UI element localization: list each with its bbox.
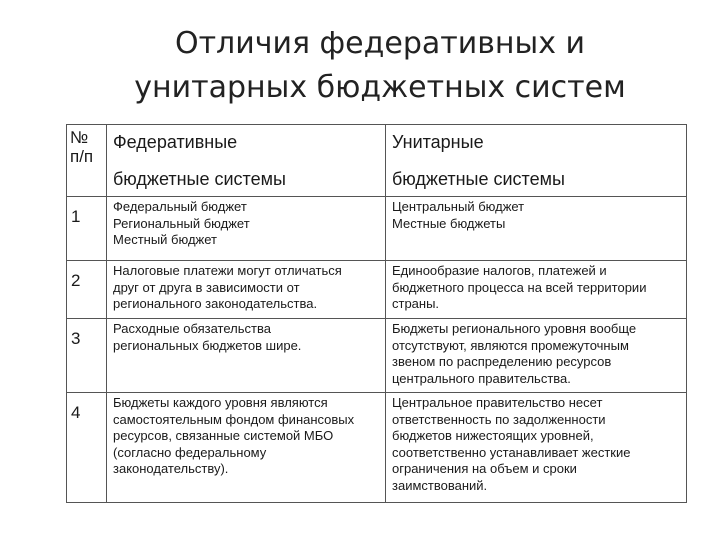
cell-line: региональных бюджетов шире. xyxy=(113,337,302,353)
cell-line: звеном по распределению ресурсов xyxy=(392,354,612,369)
unitary-cell xyxy=(386,261,687,319)
page-title xyxy=(100,22,660,110)
unitary-cell xyxy=(386,319,687,393)
cell-line: ответственность по задолженности xyxy=(392,411,606,427)
header-federal-cell xyxy=(107,125,386,197)
unitary-cell xyxy=(386,197,687,261)
header-number-line2: п/п xyxy=(70,147,94,166)
cell-line: соответственно устанавливает жесткие xyxy=(392,444,631,460)
header-number-line1: № xyxy=(70,128,89,147)
cell-line: центрального правительства. xyxy=(392,370,571,386)
row-number: 1 xyxy=(67,197,107,261)
cell-line: заимствований. xyxy=(392,477,488,493)
comparison-table xyxy=(66,124,687,503)
title-line-1: Отличия федеративных и xyxy=(174,26,586,61)
row-number: 4 xyxy=(67,393,107,503)
federal-cell xyxy=(107,319,386,393)
cell-line: Налоговые платежи могут отличаться xyxy=(113,263,342,278)
cell-line: бюджетов нижестоящих уровней, xyxy=(392,428,594,443)
cell-line: ресурсов, связанные системой МБО xyxy=(113,428,334,443)
cell-line: самостоятельным фондом финансовых xyxy=(113,411,355,427)
table-row xyxy=(67,261,687,319)
federal-cell xyxy=(107,197,386,261)
table-row xyxy=(67,197,687,261)
title-line-2: унитарных бюджетных систем xyxy=(134,70,626,105)
cell-line: регионального законодательства. xyxy=(113,296,318,311)
federal-cell xyxy=(107,261,386,319)
cell-line: страны. xyxy=(392,296,440,311)
cell-line: Бюджеты каждого уровня являются xyxy=(113,395,328,410)
cell-line: ограничения на объем и сроки xyxy=(392,461,577,476)
table-row xyxy=(67,393,687,503)
header-unitary-cell xyxy=(386,125,687,197)
row-number: 3 xyxy=(67,319,107,393)
cell-line: Бюджеты регионального уровня вообще xyxy=(392,321,637,336)
header-unitary-line1: Унитарные xyxy=(392,132,484,152)
header-federal-line1: Федеративные xyxy=(113,132,238,152)
header-unitary-line2: бюджетные системы xyxy=(392,169,565,189)
cell-line: Федеральный бюджет xyxy=(113,199,247,214)
cell-line: Региональный бюджет xyxy=(113,215,250,231)
header-federal-line2: бюджетные системы xyxy=(113,169,286,189)
cell-line: отсутствуют, являются промежуточным xyxy=(392,337,629,353)
row-number: 2 xyxy=(67,261,107,319)
table-header-row xyxy=(67,125,687,197)
cell-line: друг от друга в зависимости от xyxy=(113,279,300,295)
cell-line: бюджетного процесса на всей территории xyxy=(392,279,647,295)
cell-line: Местный бюджет xyxy=(113,232,217,247)
cell-line: (согласно федеральному xyxy=(113,444,267,460)
federal-cell xyxy=(107,393,386,503)
cell-line: Местные бюджеты xyxy=(392,215,506,231)
cell-line: Центральное правительство несет xyxy=(392,395,603,410)
header-number-cell xyxy=(67,125,107,197)
unitary-cell xyxy=(386,393,687,503)
cell-line: Центральный бюджет xyxy=(392,199,525,214)
cell-line: Расходные обязательства xyxy=(113,321,271,336)
cell-line: Единообразие налогов, платежей и xyxy=(392,263,607,278)
table-row xyxy=(67,319,687,393)
cell-line: законодательству). xyxy=(113,461,229,476)
